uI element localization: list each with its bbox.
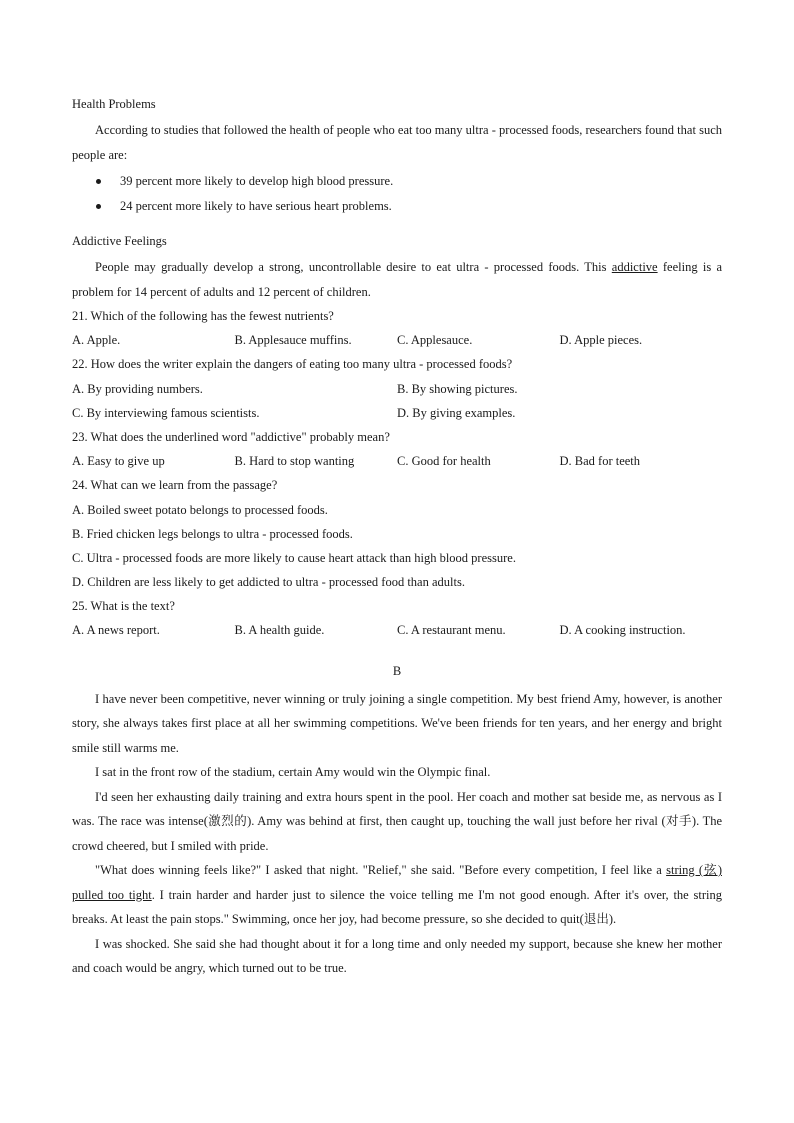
option: C. Applesauce.: [397, 333, 473, 348]
passage-paragraph: I'd seen her exhausting daily training and extra hours spent in the pool. Her coach and mother sat beside me, as nervous as I was. The race was intense(激烈的). Amy was behind at first, then caught up, touching the wall just before her rival (对手). The crowd cheered, but I smiled with pride.: [72, 789, 722, 853]
option: D. Bad for teeth: [559, 454, 641, 469]
addictive-feelings-paragraph: People may gradually develop a strong, uncontrollable desire to eat ultra - processed foods. This addictive feeling is a problem for 14 percent of adults and 12 percent of children.: [72, 260, 722, 299]
option: A. A news report.: [72, 623, 160, 638]
option: A. Easy to give up: [72, 454, 165, 469]
option: A. Boiled sweet potato belongs to processed foods.: [72, 502, 328, 517]
question-options: [72, 328, 722, 352]
question-stem: 22. How does the writer explain the dangers of eating too many ultra - processed foods?: [72, 357, 513, 372]
option: B. By showing pictures.: [397, 381, 518, 396]
question-options: [72, 449, 722, 473]
passage-paragraph: I have never been competitive, never winning or truly joining a single competition. My best friend Amy, however, is another story, she always takes first place at all her swimming competitions. We've been friends for ten years, and her energy and bright smile still warms me.: [72, 691, 722, 755]
document-page: [72, 96, 722, 981]
question-stem: 24. What can we learn from the passage?: [72, 478, 278, 493]
option: C. A restaurant menu.: [397, 623, 506, 638]
passage-paragraph: I sat in the front row of the stadium, certain Amy would win the Olympic final.: [95, 765, 491, 780]
question-options: [72, 401, 722, 425]
passage-paragraph: I was shocked. She said she had thought about it for a long time and only needed my support, because she knew her mother and coach would be angry, which turned out to be true.: [72, 936, 722, 976]
bullet-icon: [96, 179, 101, 184]
passage-title: B: [392, 663, 402, 678]
section-heading-addictive-feelings: Addictive Feelings: [72, 234, 167, 248]
option: C. Good for health: [397, 454, 491, 469]
health-problems-intro: According to studies that followed the health of people who eat too many ultra - processed foods, researchers found that such people are:: [72, 123, 722, 162]
bullet-icon: [96, 204, 101, 209]
question-options: [72, 618, 722, 642]
option: B. Hard to stop wanting: [234, 454, 355, 469]
health-problems-list: [72, 169, 722, 219]
option: A. Apple.: [72, 333, 121, 348]
option: D. Apple pieces.: [559, 333, 643, 348]
option: D. A cooking instruction.: [559, 623, 686, 638]
question-options: [72, 377, 722, 401]
option: D. By giving examples.: [397, 405, 516, 420]
passage-paragraph: "What does winning feels like?" I asked that night. "Relief," she said. "Before every competition, I feel like a string (弦) pulled too tight. I train harder and harder just to silence the voice telling me I'm not good enough. After it's over, the string breaks. At least the pain stops." Swimming, once her joy, had become pressure, so she decided to quit(退出).: [72, 863, 722, 927]
list-item: 39 percent more likely to develop high blood pressure.: [96, 169, 722, 194]
question-stem: 21. Which of the following has the fewest nutrients?: [72, 309, 334, 323]
option: C. By interviewing famous scientists.: [72, 405, 260, 420]
underlined-word: addictive: [611, 260, 658, 274]
option: B. A health guide.: [234, 623, 325, 638]
underlined-phrase: string (弦) pulled too tight: [72, 863, 722, 902]
section-heading-health-problems: Health Problems: [72, 97, 156, 111]
option: B. Fried chicken legs belongs to ultra - processed foods.: [72, 526, 353, 541]
option: A. By providing numbers.: [72, 381, 203, 396]
option: C. Ultra - processed foods are more likely to cause heart attack than high blood pressure.: [72, 550, 516, 565]
question-stem: 23. What does the underlined word "addictive" probably mean?: [72, 429, 390, 444]
question-stem: 25. What is the text?: [72, 599, 175, 614]
option: D. Children are less likely to get addicted to ultra - processed food than adults.: [72, 575, 465, 590]
option: B. Applesauce muffins.: [234, 333, 352, 348]
list-item: 24 percent more likely to have serious heart problems.: [96, 194, 722, 219]
